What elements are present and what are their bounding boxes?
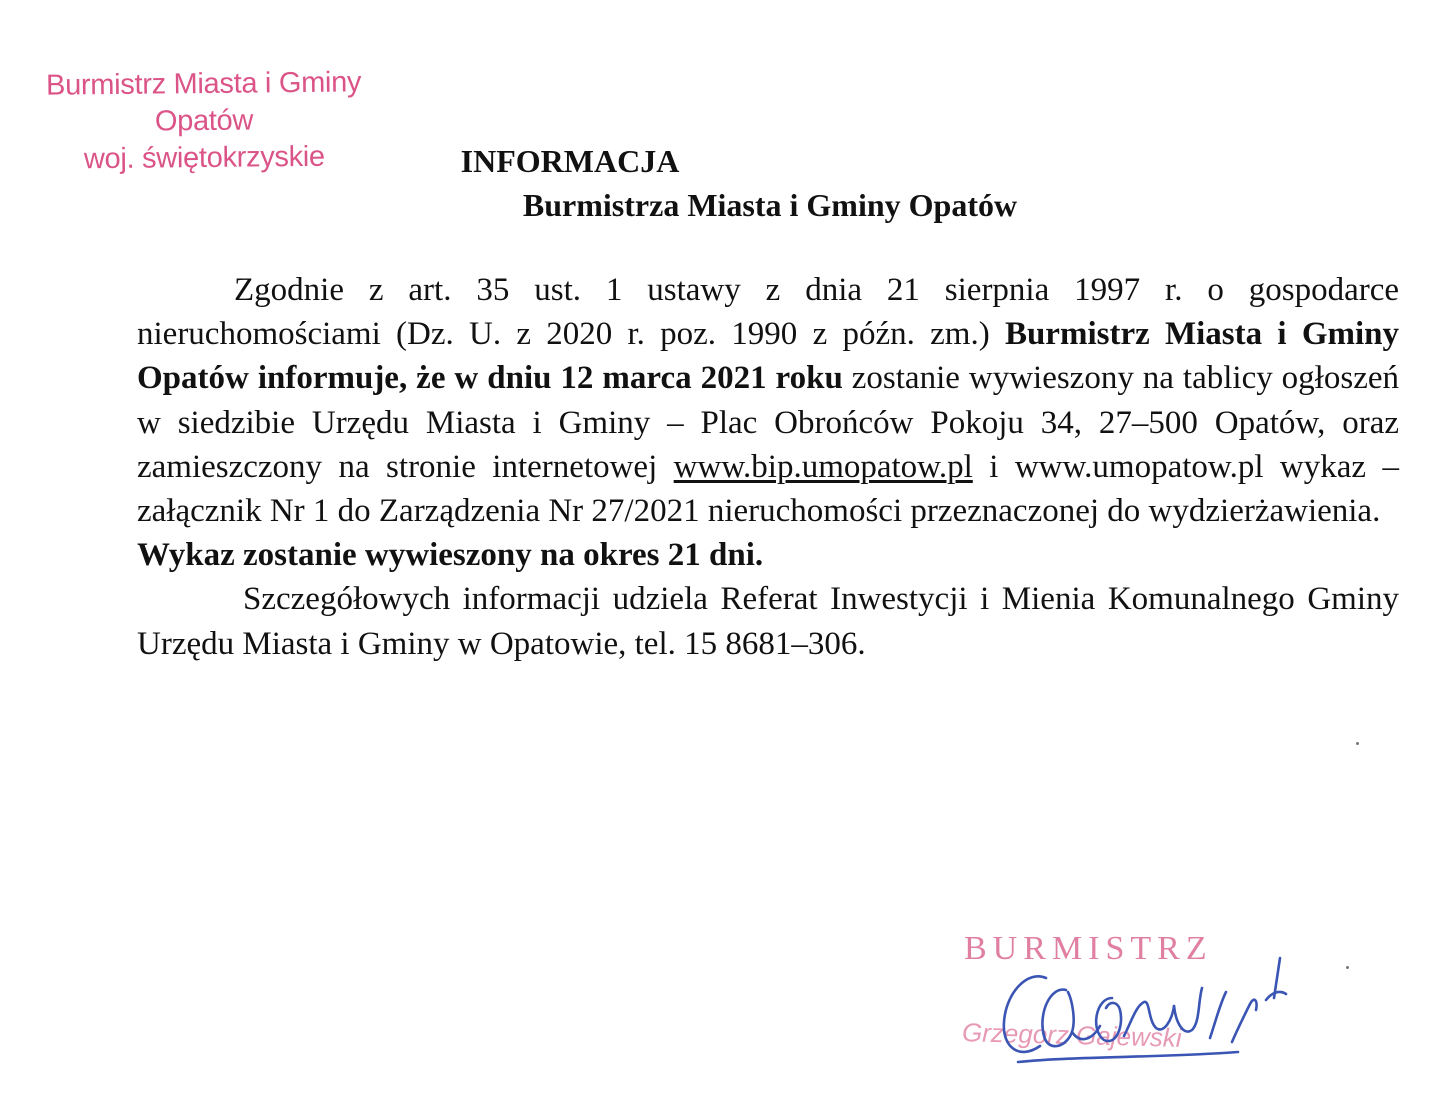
paragraph-main-text-3: i www.umopatow.pl wykaz –załącznik Nr 1 do Zarządzenia Nr 27/2021 nieruchomości przeznaczonej do wydzierżawienia. bbox=[137, 448, 1399, 530]
paragraph-main bbox=[137, 268, 1399, 533]
paragraph-main-text-2: zostanie wywieszony na tablicy ogłoszeń w siedzibie Urzędu Miasta i Gminy – Plac Obrońców Pokoju 34, 27–500 Opatów, oraz zamieszczony na stronie internetowej bbox=[137, 360, 1399, 485]
stamp-title: BURMISTRZ bbox=[964, 930, 1213, 967]
paragraph-main-bold: Burmistrz Miasta i Gminy Opatów informuje, że w dniu 12 marca 2021 roku bbox=[137, 316, 1399, 397]
document-body bbox=[137, 268, 1399, 666]
paragraph-main-text-1: Zgodnie z art. 35 ust. 1 ustawy z dnia 21 sierpnia 1997 r. o gospodarce nieruchomościami (Dz. U. z 2020 r. poz. 1990 z późn. zm.) bbox=[137, 272, 1399, 353]
paragraph-duration: Wykaz zostanie wywieszony na okres 21 dni. bbox=[137, 537, 764, 574]
scan-speck bbox=[1346, 966, 1349, 969]
document-heading: INFORMACJA bbox=[460, 143, 680, 179]
stamp-burmistrz bbox=[13, 64, 394, 179]
stamp-line-2: Opatów bbox=[154, 104, 254, 138]
document-subheading: Burmistrza Miasta i Gminy Opatów bbox=[522, 187, 1018, 223]
stamp-name: Grzegorz Gajewski bbox=[961, 1017, 1182, 1053]
scan-speck bbox=[1356, 742, 1359, 745]
paragraph-contact: Szczegółowych informacji udziela Referat Inwestycji i Mienia Komunalnego Gminy Urzędu Miasta i Gminy w Opatowie, tel. 15 8681–306. bbox=[137, 581, 1399, 662]
handwritten-signature bbox=[988, 940, 1298, 1080]
stamp-line-1: Burmistrz Miasta i Gminy bbox=[45, 66, 362, 102]
bip-link[interactable]: www.bip.umopatow.pl bbox=[673, 448, 973, 485]
stamp-line-3: woj. świętokrzyskie bbox=[83, 140, 325, 176]
